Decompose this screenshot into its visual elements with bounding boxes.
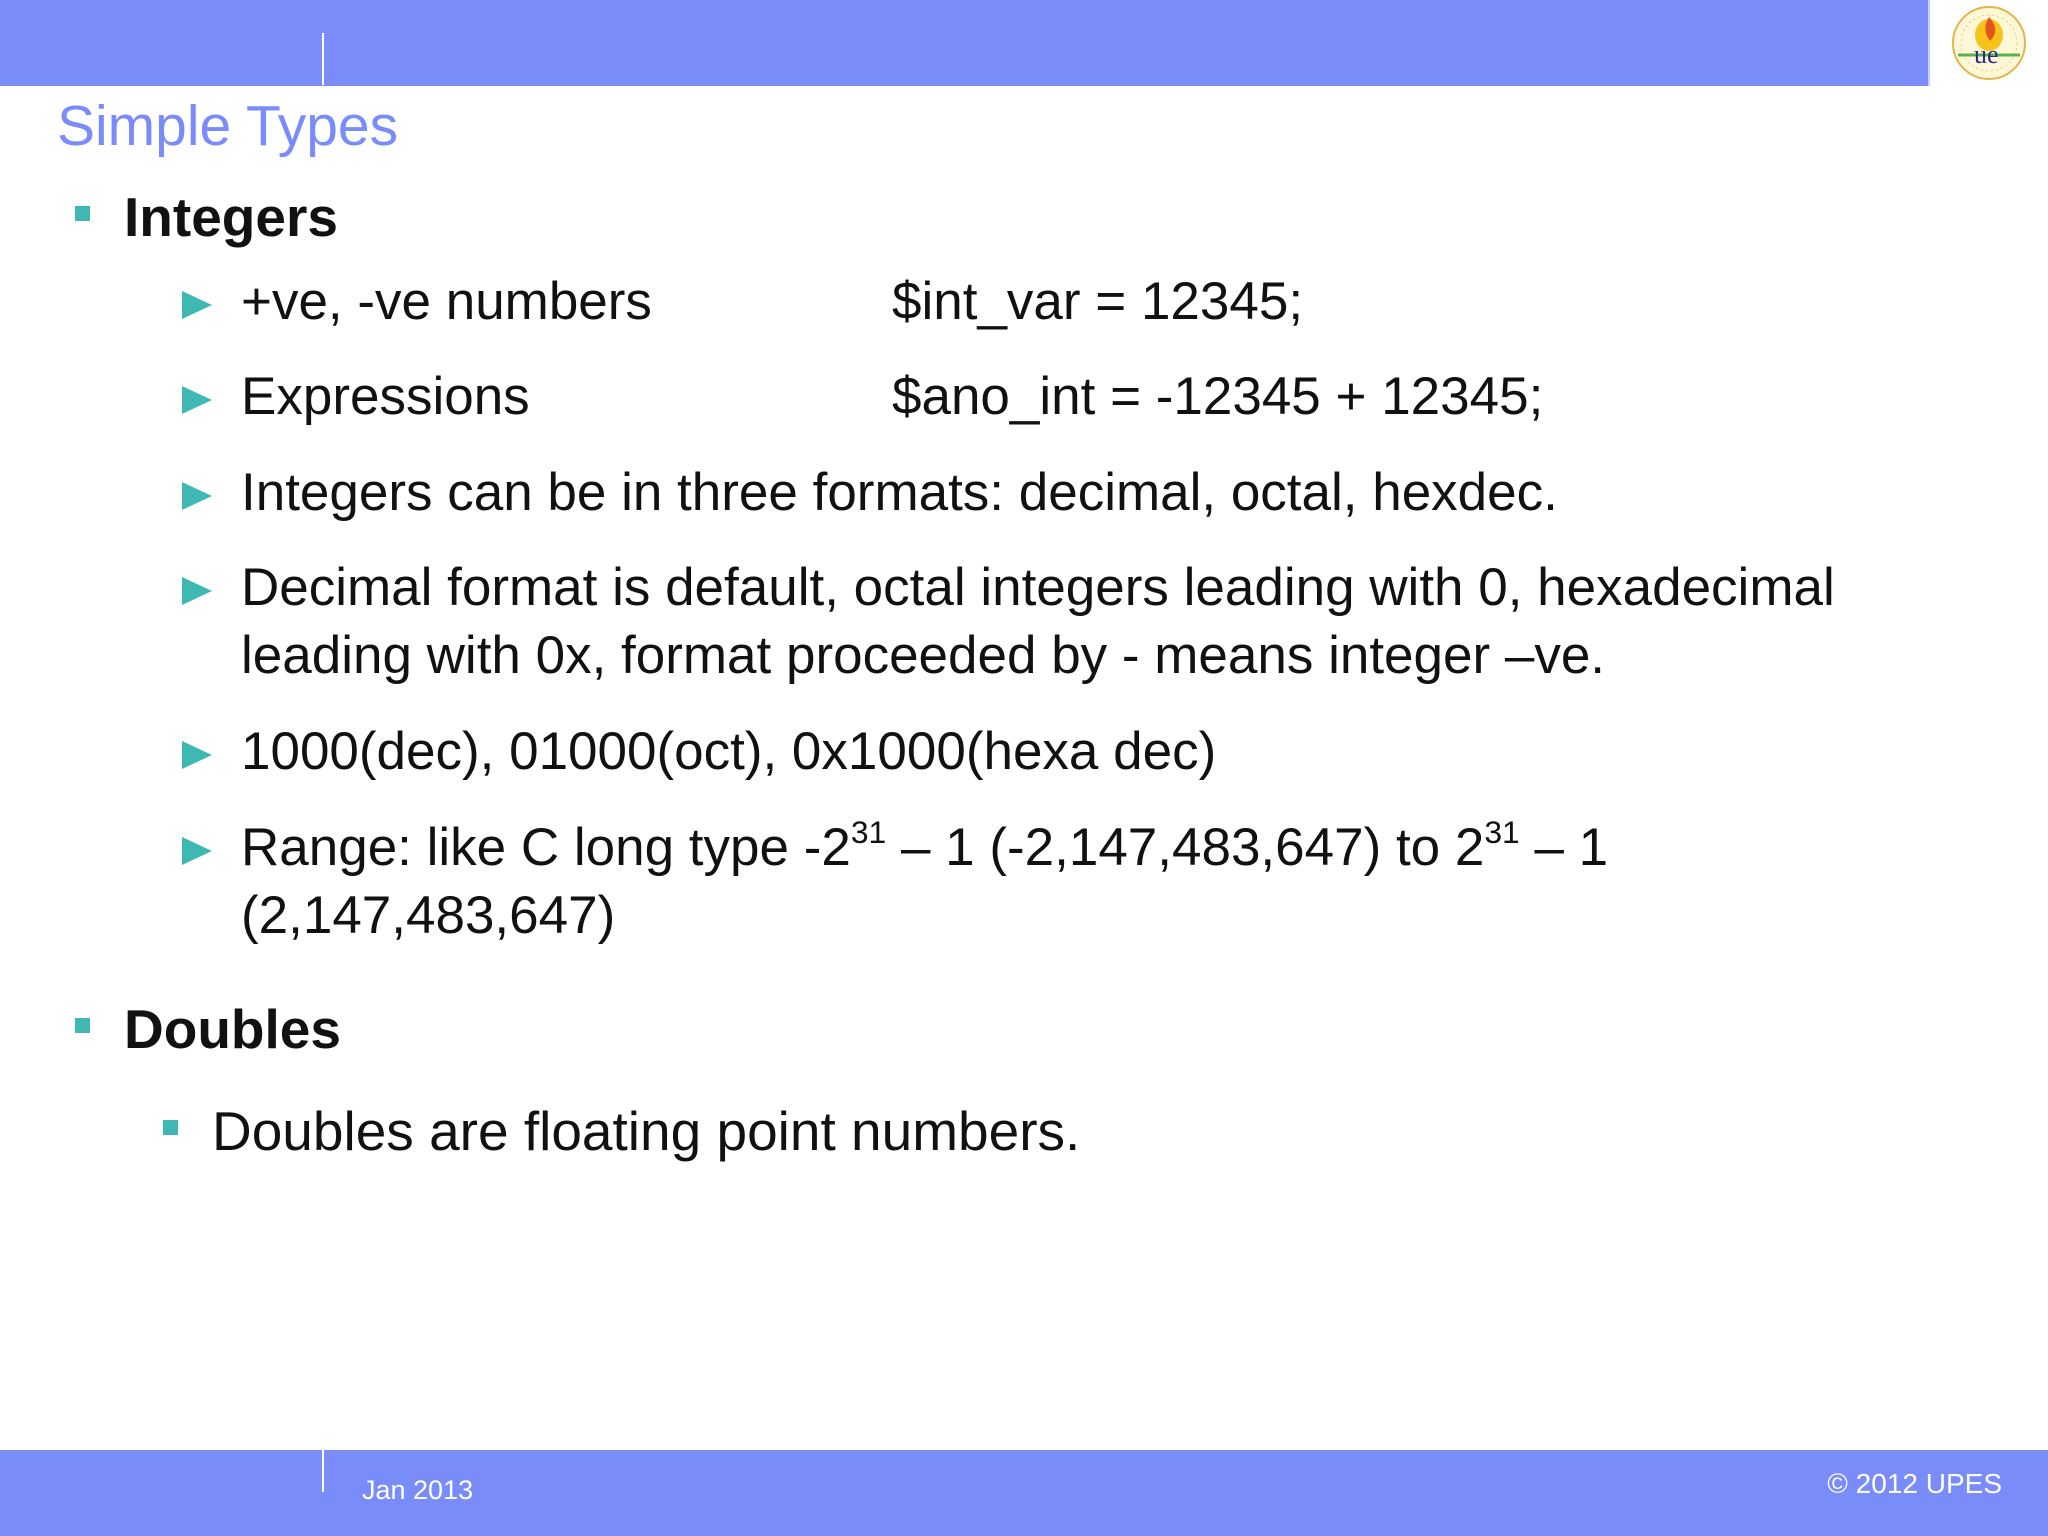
arrow-bullet-icon	[182, 291, 212, 319]
arrow-bullet-icon	[182, 386, 212, 414]
footer-divider	[322, 1450, 324, 1492]
item-text: Doubles are floating point numbers.	[212, 1100, 1081, 1162]
footer-band	[0, 1450, 2048, 1536]
item-code: $int_var = 12345;	[892, 272, 1304, 331]
item-code: $ano_int = -12345 + 12345;	[892, 367, 1544, 426]
item-text: 1000(dec), 01000(oct), 0x1000(hexa dec)	[241, 722, 1217, 781]
item-text-line2: leading with 0x, format proceeded by - means integer –ve.	[241, 626, 1606, 685]
arrow-bullet-icon	[182, 741, 212, 769]
square-bullet-icon	[75, 1018, 90, 1033]
item-text-line1: Decimal format is default, octal integers leading with 0, hexadecimal	[241, 558, 1835, 617]
svg-text:ue: ue	[1974, 40, 1999, 69]
integers-heading: Integers	[124, 186, 338, 248]
range-text-line2: (2,147,483,647)	[241, 886, 616, 945]
slide-title: Simple Types	[57, 94, 399, 158]
arrow-bullet-icon	[182, 482, 212, 510]
square-bullet-icon	[75, 206, 90, 221]
item-text: +ve, -ve numbers	[241, 272, 652, 331]
header-divider	[322, 33, 324, 85]
arrow-bullet-icon	[182, 577, 212, 605]
doubles-heading: Doubles	[124, 998, 341, 1060]
footer-date: Jan 2013	[362, 1475, 474, 1505]
range-text: Range: like C long type $-2^{31} - 1$ (-2,147,483,647) to $2^{31} - 1$	[241, 813, 1609, 877]
header-band	[0, 0, 2048, 86]
university-logo	[1928, 0, 2048, 86]
footer-copyright: © 2012 UPES	[1827, 1468, 2002, 1499]
item-text: Integers can be in three formats: decimal, octal, hexdec.	[241, 463, 1558, 522]
item-text: Expressions	[241, 367, 530, 426]
arrow-bullet-icon	[182, 837, 212, 865]
square-bullet-icon	[163, 1120, 178, 1135]
